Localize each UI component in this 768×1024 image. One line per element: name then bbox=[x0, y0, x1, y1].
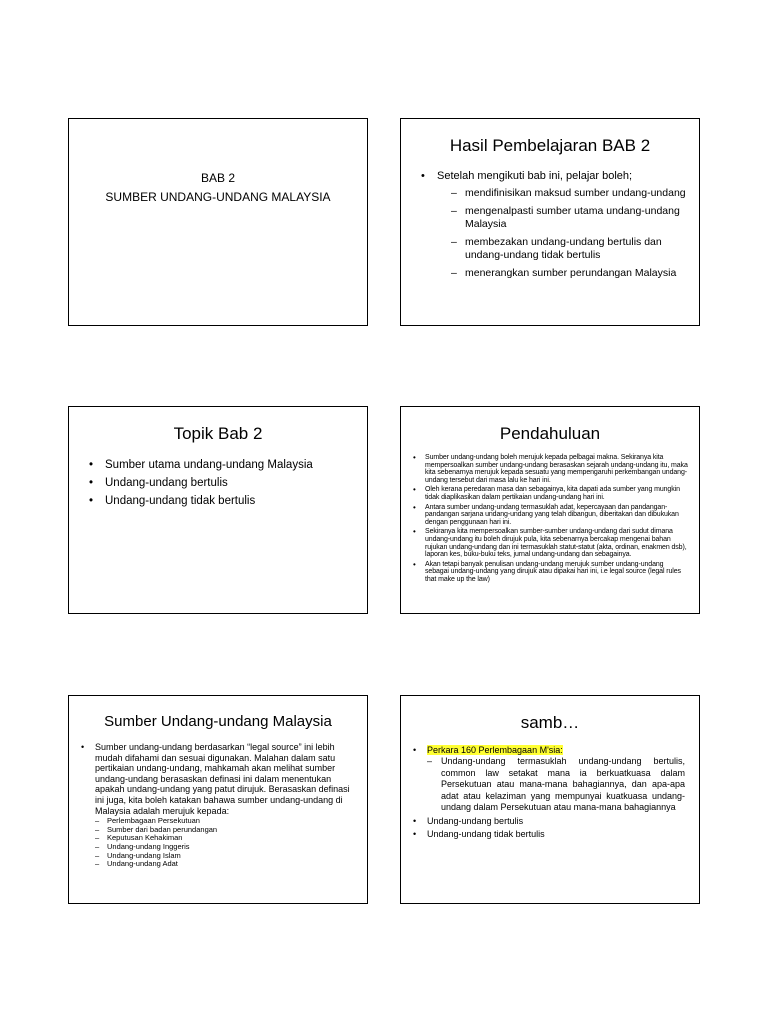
slide-2-intro: Setelah mengikuti bab ini, pelajar boleh; bbox=[437, 170, 633, 182]
slide-2-title: Hasil Pembelajaran BAB 2 bbox=[449, 136, 651, 155]
list-item bbox=[81, 742, 355, 869]
slide-4-bullets bbox=[401, 454, 689, 584]
list-item: – menerangkan sumber perundangan Malaysia bbox=[451, 267, 689, 280]
slide-5-law-sources bbox=[68, 695, 368, 904]
slide-5-intro: Sumber undang-undang berdasarkan “legal source” ini lebih mudah difahami dan sesuai digunakan. Malahan dalam satu pertikaian undang-undang, mahkamah akan melihat sumber undang-undang berasaskan definasi ini dalam menentukan apakah undang-undang yang patut dirujuk. Berasaskan definasi ini juga, kita boleh katakan bahawa sumber undang-undang di Malaysia adalah merujuk kepada: bbox=[95, 742, 350, 816]
list-item: • Akan tetapi banyak penulisan undang-undang merujuk sumber undang-undang sebagai undang-undang yang dirujuk atau dipakai hari ini, i.e legal source (legal rules that make up the law) bbox=[413, 561, 689, 584]
list-item: • Oleh kerana peredaran masa dan sebagainya, kita dapati ada sumber yang mungkin tidak diaplikasikan dalam pertikaian undang-undang hari ini. bbox=[413, 486, 689, 501]
slide-3-title: Topik Bab 2 bbox=[173, 424, 263, 443]
chapter-title: SUMBER UNDANG-UNDANG MALAYSIA bbox=[105, 190, 331, 204]
list-item: • Sumber utama undang-undang Malaysia bbox=[89, 458, 367, 472]
list-item: • Antara sumber undang-undang termasuklah adat, kepercayaan dan pandangan-pandangan sarjana undang-undang yang telah dibangun, diberitakan dan dibukukan dengan penggunaan hari ini. bbox=[413, 504, 689, 527]
list-item: • Sekiranya kita mempersoalkan sumber-sumber undang-undang dari sudut dimana undang-undang itu boleh dirujuk pula, kita sebenarnya bercakap mengenai bahan rujukan undang-undang dan ini termasuklah statut-statut (akta, ordinan, enakmen dsb), laporan kes, buku-buku teks, jurnal undang-undang dan sebagainya. bbox=[413, 528, 689, 558]
list-item: – Undang-undang termasuklah undang-undang bertulis, common law setakat mana ia berkuatkuasa dalam Persekutuan atau mana-mana bahagiannya, dan apa-apa adat atau kelaziman yang mempunyai kuatkuasa undang-undang dalam Persekutuan atau mana-mana bahagiannya bbox=[427, 756, 685, 814]
list-item bbox=[421, 170, 689, 280]
list-item: – Undang-undang Islam bbox=[95, 852, 355, 861]
slide-6-sub-bullets bbox=[427, 756, 685, 814]
slide-5-sub-bullets bbox=[95, 817, 355, 869]
slide-2-sub-bullets bbox=[437, 187, 689, 280]
list-item: – Undang-undang Adat bbox=[95, 860, 355, 869]
slide-6-continued bbox=[400, 695, 700, 904]
slide-2-learning-outcomes bbox=[400, 118, 700, 326]
slide-5-title: Sumber Undang-undang Malaysia bbox=[104, 713, 332, 730]
list-item: • Sumber undang-undang boleh merujuk kepada pelbagai makna. Sekiranya kita mempersoalkan sumber undang-undang berasaskan sejarah undang-undang itu, maka kita sebenarnya merujuk kepada sesuatu yang mempengaruhi perkembangan undang-undang tersebut dari masa lalu ke hari ini. bbox=[413, 454, 689, 484]
list-item: • Undang-undang bertulis bbox=[413, 816, 685, 827]
slide-2-bullets bbox=[401, 170, 699, 280]
list-item bbox=[413, 745, 685, 814]
list-item: – membezakan undang-undang bertulis dan undang-undang tidak bertulis bbox=[451, 236, 689, 262]
slide-4-title: Pendahuluan bbox=[499, 424, 601, 443]
list-item: – Keputusan Kehakiman bbox=[95, 834, 355, 843]
list-item: • Undang-undang tidak bertulis bbox=[413, 829, 685, 840]
list-item: – Perlembagaan Persekutuan bbox=[95, 817, 355, 826]
slide-3-topics bbox=[68, 406, 368, 614]
article-160-highlight: Perkara 160 Perlembagaan M'sia: bbox=[427, 745, 563, 755]
list-item: – Sumber dari badan perundangan bbox=[95, 826, 355, 835]
slide-4-introduction bbox=[400, 406, 700, 614]
list-item: • Undang-undang bertulis bbox=[89, 476, 367, 490]
slide-6-title: samb… bbox=[520, 713, 580, 732]
slide-6-bullets bbox=[401, 745, 685, 840]
slide-1-title bbox=[68, 118, 368, 326]
chapter-number: BAB 2 bbox=[200, 171, 236, 185]
slide-5-bullets bbox=[69, 742, 355, 869]
list-item: – Undang-undang Inggeris bbox=[95, 843, 355, 852]
list-item: – mendifinisikan maksud sumber undang-undang bbox=[451, 187, 689, 200]
slide-1-heading bbox=[69, 169, 367, 207]
list-item: • Undang-undang tidak bertulis bbox=[89, 494, 367, 508]
slide-3-bullets bbox=[69, 458, 367, 508]
list-item: – mengenalpasti sumber utama undang-undang Malaysia bbox=[451, 205, 689, 231]
